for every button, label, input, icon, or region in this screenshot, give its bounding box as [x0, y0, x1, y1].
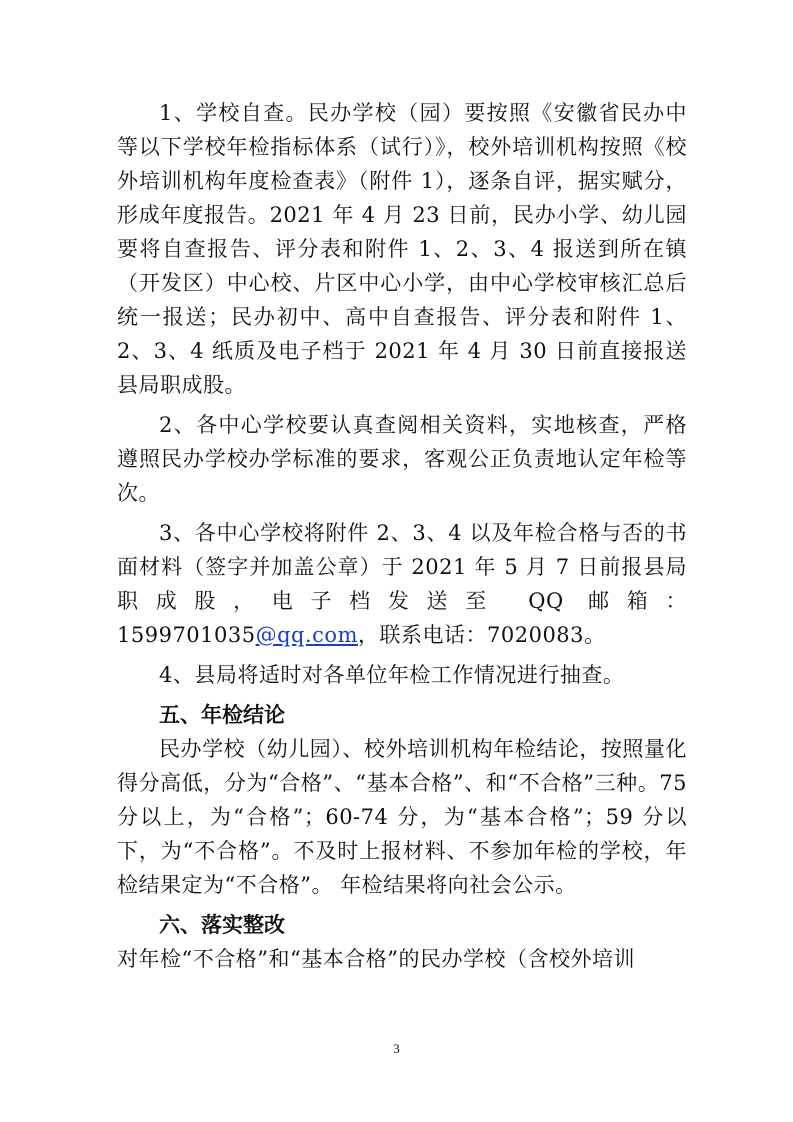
paragraph-central-school-review: 2、各中心学校要认真查阅相关资料，实地核查，严格遵照民办学校办学标准的要求，客观公正负责地认定年检等次。: [117, 413, 687, 505]
contact-phone-text: ，联系电话：7020083。: [358, 623, 606, 647]
document-body: [117, 96, 687, 976]
paragraph-conclusion: 民办学校（幼儿园）、校外培训机构年检结论，按照量化得分高低，分为“合格”、“基本合格”、和“不合格”三种。75 分以上，为“合格”；60-74 分，为“基本合格”；59 分以下，为“不合格”。不及时上报材料、不参加年检的学校，年检结果定为“不合格”。 年检结果将向社会公示。: [117, 737, 687, 897]
page-number: 3: [393, 1041, 400, 1056]
section-heading-conclusion: 五、年检结论: [159, 703, 285, 727]
email-link[interactable]: @qq.com: [255, 623, 358, 647]
paragraph-rectification: 对年检“不合格”和“基本合格”的民办学校（含校外培训: [117, 947, 635, 971]
paragraph-spot-check: 4、县局将适时对各单位年检工作情况进行抽查。: [159, 663, 625, 687]
submission-text: 3、各中心学校将附件 2、3、4 以及年检合格与否的书面材料（签字并加盖公章）于 2021 年 5 月 7 日前报县局职成股，电子档发送至 QQ 邮箱：1599701035: [117, 521, 687, 647]
paragraph-submission: [117, 516, 687, 652]
section-heading-rectification: 六、落实整改: [159, 913, 285, 937]
paragraph-self-check: 1、学校自查。民办学校（园）要按照《安徽省民办中等以下学校年检指标体系（试行）》，校外培训机构按照《校外培训机构年度检查表》（附件 1），逐条自评，据实赋分，形成年度报告。2021 年 4 月 23 日前，民办小学、幼儿园要将自查报告、评分表和附件 1、2、3、4 报送到所在镇（开发区）中心校、片区中心小学，由中心学校审核汇总后统一报送；民办初中、高中自查报告、评分表和附件 1、2、3、4 纸质及电子档于 2021 年 4 月 30 日前直接报送县局职成股。: [117, 101, 687, 397]
